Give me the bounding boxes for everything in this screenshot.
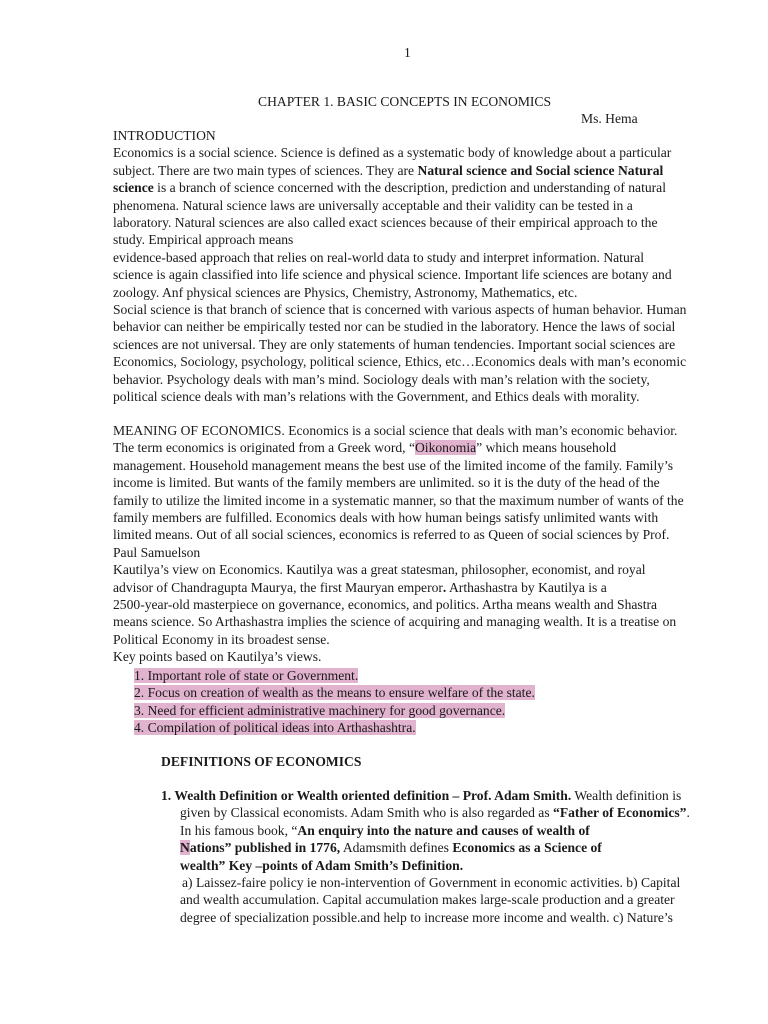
meaning-text: ” which means household [476, 440, 617, 456]
meaning-line: MEANING OF ECONOMICS. Economics is a social science that deals with man’s economic behavior. [113, 423, 678, 438]
chapter-title: CHAPTER 1. BASIC CONCEPTS IN ECONOMICS [258, 94, 552, 109]
meaning-line: means science. So Arthashastra implies the science of acquiring and managing wealth. It is a treatise on [113, 614, 677, 630]
key-point-item [134, 667, 535, 684]
definition-bold-text: ations” published in 1776, [189, 840, 341, 856]
meaning-text: advisor of Chandragupta Maurya, the first Mauryan emperor [113, 579, 443, 595]
intro-line: evidence-based approach that relies on real-world data to study and interpret information. Natural [113, 249, 645, 265]
meaning-bold-text: . [442, 579, 447, 595]
intro-text: subject. There are two main types of sciences. They are [113, 162, 418, 178]
definition-line [161, 839, 721, 856]
introduction-heading: INTRODUCTION [113, 128, 216, 143]
intro-line: phenomena. Natural science laws are universally acceptable and their validity can be tested in a [113, 197, 633, 213]
meaning-text: The term economics is originated from a Greek word, “ [113, 440, 415, 456]
definition-line [161, 804, 721, 821]
intro-line: science is again classified into life science and physical science. Important life sciences are botany and [113, 267, 672, 283]
definition-line: and wealth accumulation. Capital accumulation makes large-scale production and a greater [180, 892, 675, 908]
meaning-line: Paul Samuelson [113, 544, 201, 560]
definitions-heading: DEFINITIONS OF ECONOMICS [161, 754, 362, 769]
definition-line [161, 857, 721, 874]
meaning-line: Political Economy in its broadest sense. [113, 631, 330, 647]
definition-line: degree of specialization possible.and help to increase more income and wealth. c) Nature’s [180, 909, 673, 925]
meaning-line: Kautilya’s view on Economics. Kautilya was a great statesman, philosopher, economist, and royal [113, 562, 646, 578]
definition-text: Adamsmith defines [340, 840, 453, 856]
intro-line: political science deals with man’s relations with the Government, and Ethics deals with morality. [113, 389, 640, 405]
highlighted-term: Oikonomia [414, 440, 477, 456]
meaning-line: family members are fulfilled. Economics deals with how human beings satisfy unlimited wants with [113, 510, 659, 526]
introduction-section [113, 127, 703, 406]
meaning-section [113, 422, 703, 666]
intro-line: Economics is a social science. Science is defined as a systematic body of knowledge about a particular [113, 145, 672, 161]
definition-bold-text: An enquiry into the nature and causes of wealth of [297, 822, 590, 838]
meaning-line: management. Household management means the best use of the limited income of the family. Family’s [113, 457, 674, 473]
key-points-list [134, 667, 535, 737]
definition-line: a) Laissez-faire policy ie non-intervention of Government in economic activities. b) Capital [182, 875, 681, 891]
definition-item [161, 787, 721, 926]
definition-bold-text: “Father of Economics” [553, 805, 687, 821]
definition-text: . [686, 805, 690, 821]
meaning-line: family to utilize the limited income in a systematic manner, so that the maximum number of wants of the [113, 492, 684, 508]
key-point-text: 1. Important role of state or Government. [134, 668, 359, 683]
intro-line: behavior. Psychology deals with man’s mind. Sociology deals with man’s relation with the society, [113, 371, 650, 387]
meaning-line: 2500-year-old masterpiece on governance, economics, and politics. Artha means wealth and Shastra [113, 597, 658, 613]
key-point-item [134, 719, 535, 736]
key-point-item [134, 702, 535, 719]
definition-line [161, 822, 721, 839]
intro-line: sciences are not universal. They are only statements of human tendencies. Important social sciences are [113, 336, 676, 352]
definition-text: given by Classical economists. Adam Smith who is also regarded as [180, 805, 554, 821]
key-point-text: 4. Compilation of political ideas into Arthashashtra. [134, 720, 416, 736]
meaning-line: income is limited. But wants of the family members are unlimited. so it is the duty of the head of the [113, 475, 660, 491]
definition-line [161, 787, 721, 804]
definition-text: In his famous book, “ [180, 822, 298, 838]
key-point-text: 3. Need for efficient administrative machinery for good governance. [134, 702, 506, 718]
meaning-line: Key points based on Kautilya’s views. [113, 649, 322, 665]
definition-bold-text: Economics as a Science of [452, 840, 602, 856]
intro-line [113, 162, 703, 179]
highlighted-letter: N [180, 840, 190, 856]
definition-text: Wealth definition is [571, 788, 682, 803]
meaning-line [113, 439, 703, 456]
intro-line: Social science is that branch of science that is concerned with various aspects of human behavior. Human [113, 302, 687, 318]
intro-line: behavior can neither be empirically tested nor can be studied in the laboratory. Hence the laws of social [113, 319, 676, 335]
intro-text: is a branch of science concerned with the description, prediction and understanding of natural [153, 180, 666, 196]
definition-bold-text: 1. Wealth Definition or Wealth oriented definition – Prof. Adam Smith. [161, 788, 572, 803]
intro-line: study. Empirical approach means [113, 232, 294, 248]
intro-line: zoology. Anf physical sciences are Physics, Chemistry, Astronomy, Mathematics, etc. [113, 284, 578, 300]
meaning-line [113, 579, 703, 596]
page-number: 1 [404, 45, 411, 60]
meaning-line: limited means. Out of all social sciences, economics is referred to as Queen of social sciences by Prof. [113, 527, 670, 543]
intro-line [113, 179, 703, 196]
meaning-text: Arthashastra by Kautilya is a [446, 579, 607, 595]
key-point-text: 2. Focus on creation of wealth as the means to ensure welfare of the state. [134, 685, 535, 701]
intro-bold-text: science [113, 180, 154, 196]
intro-bold-text: Natural science and Social science Natural [417, 162, 664, 178]
key-point-item [134, 684, 535, 701]
author-name: Ms. Hema [581, 111, 638, 126]
intro-line: Economics, Sociology, psychology, political science, Ethics, etc…Economics deals with man’s economic [113, 354, 687, 370]
definition-bold-text: wealth” Key –points of Adam Smith’s Definition. [180, 857, 464, 873]
intro-line: laboratory. Natural sciences are also called exact sciences because of their empirical approach to the [113, 215, 658, 231]
